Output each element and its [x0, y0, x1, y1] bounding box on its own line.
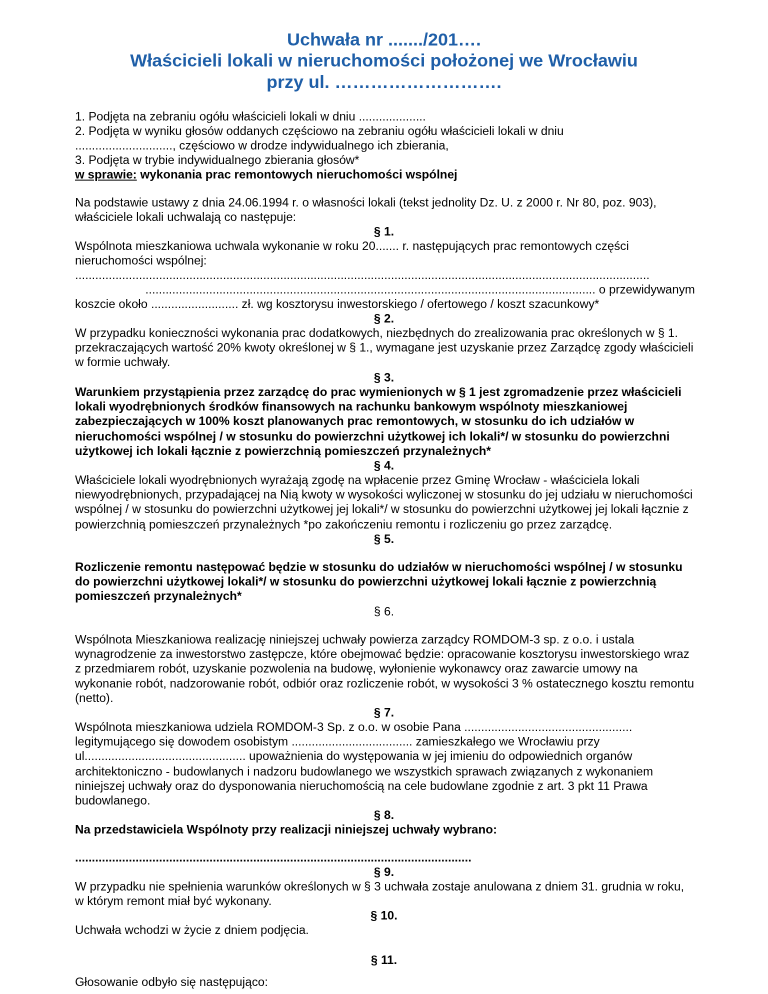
section-1-text: Wspólnota mieszkaniowa uchwala wykonanie w roku 20....... r. następujących prac remontowych części nieruchomości wspólnej:: [75, 239, 633, 268]
section-7-text: Wspólnota mieszkaniowa udziela ROMDOM-3 Sp. z o.o. w osobie Pana .................................................. legitymującego się dowodem osobistym .................................... zamieszkałego we Wrocławiu przy ul................................................ upoważnienia do występowania w jej imieniu do odpowiednich organów architektoniczno - budowlanych i nadzoru budowlanego we wszystkich sprawach związanych z wykonaniem niniejszej uchwały oraz do dysponowania nieruchomością na cele budowlane zgodnie z art. 3 pkt 11 Prawa budowlanego.: [75, 720, 657, 808]
section-7-heading: § 7.: [373, 706, 395, 720]
title-line-3: przy ul. ……………………….: [266, 72, 502, 92]
legal-basis: Na podstawie ustawy z dnia 24.06.1994 r. o własności lokali (tekst jednolity Dz. U. z 2000 r. Nr 80, poz. 903), właściciele lokali uchwalają co następuje:: [75, 196, 660, 225]
section-1-heading: § 1.: [373, 225, 395, 239]
section-8-heading: § 8.: [373, 808, 395, 822]
intro-point-3: 3. Podjęta w trybie indywidualnego zbierania głosów*: [75, 153, 360, 168]
section-6-text: Wspólnota Mieszkaniowa realizację niniejszej uchwały powierza zarządcy ROMDOM-3 sp. z o.o. i ustala wynagrodzenie za inwestorstwo zastępcze, które obejmować będzie: opracowanie kosztorysu inwestorskiego wraz z przedmiarem robót, uzyskanie pozwolenia na budowę, wyłonienie wykonawcy oraz zawarcie umowy na wykonanie robót, nadzorowanie robót, odbiór oraz rozliczenie robót, w wysokości 3 % ostatecznego kosztu remontu (netto).: [75, 632, 698, 705]
section-4-heading: § 4.: [373, 458, 395, 473]
subject-label: w sprawie:: [75, 168, 137, 182]
title-line-1: Uchwała nr ......./201….: [286, 29, 482, 50]
section-1-dots-1: ...........................................................................................................................................................................: [75, 268, 650, 283]
section-5-text: Rozliczenie remontu następować będzie w stosunku do udziałów w nieruchomości wspólnej / w stosunku do powierzchni użytkowej lokali*/ w stosunku do powierzchni użytkowej lokali łącznie z powierzchnią pomieszczeń przynależnych*: [75, 560, 686, 604]
intro-point-2: 2. Podjęta w wyniku głosów oddanych częściowo na zebraniu ogółu właścicieli lokali w dniu: [75, 124, 564, 139]
section-4-text: Właściciele lokali wyodrębnionych wyrażają zgodę na wpłacenie przez Gminę Wrocław - właściciela lokali niewyodrębnionych, przypadającej na Nią kwoty w wysokości wyliczonej w stosunku do jej udziału w nieruchomości wspólnej / w stosunku do powierzchni użytkowej jej lokali*/ w stosunku do powierzchni użytkowej jej lokali łącznie z powierzchnią pomieszczeń przynależnych *po zakończeniu remontu i rozliczeniu go przez zarządcę.: [75, 473, 697, 531]
intro-point-2-cont: ............................., częściowo w drodze indywidualnego ich zbierania,: [75, 139, 449, 153]
section-10-heading: § 10.: [370, 908, 398, 923]
intro-point-1: 1. Podjęta na zebraniu ogółu właścicieli lokali w dniu ....................: [75, 110, 426, 124]
section-9-heading: § 9.: [373, 865, 395, 879]
section-3-heading: § 3.: [373, 370, 395, 385]
title-line-2: Właścicieli lokali w nieruchomości położonej we Wrocławiu: [130, 51, 638, 71]
section-1-cost: koszcie około .......................... zł. wg kosztorysu inwestorskiego / ofertowego / koszt szacunkowy*: [75, 297, 600, 312]
section-2-text: W przypadku konieczności wykonania prac dodatkowych, niezbędnych do zrealizowania prac określonych w § 1. przekraczających wartość 20% kwoty określonej w § 1., wymagane jest uzyskanie przez Zarządcę zgody właścicieli w formie uchwały.: [75, 326, 697, 370]
section-2-heading: § 2.: [373, 311, 395, 326]
section-8-dots: ......................................................................................................................: [75, 850, 472, 865]
subject-line: [75, 168, 695, 183]
section-1-dots-2: ...................................................................................................................................... o przewidywanym: [145, 283, 695, 297]
section-5-heading: § 5.: [373, 532, 395, 546]
section-3-text: Warunkiem przystąpienia przez zarządcę do prac wymienionych w § 1 jest zgromadzenie przez właścicieli lokali wyodrębnionych środków finansowych na rachunku bankowym wspólnoty mieszkaniowej zabezpieczających w 100% koszt planowanych prac remontowych, w stosunku do ich udziałów w nieruchomości wspólnej / w stosunku do powierzchni użytkowej ich lokali*/ w stosunku do powierzchni użytkowej ich lokali łącznie z powierzchnią pomieszczeń przynależnych*: [75, 385, 685, 458]
section-11-heading: § 11.: [370, 953, 398, 967]
section-8-text: Na przedstawiciela Wspólnoty przy realizacji niniejszej uchwały wybrano:: [75, 822, 498, 837]
section-11-text: Głosowanie odbyło się następująco:: [75, 975, 268, 990]
section-10-text: Uchwała wchodzi w życie z dniem podjęcia.: [75, 923, 309, 937]
subject-text: wykonania prac remontowych nieruchomości wspólnej: [136, 168, 458, 182]
section-9-text: W przypadku nie spełnienia warunków określonych w § 3 uchwała zostaje anulowana z dniem 31. grudnia w roku, w którym remont miał być wykonany.: [75, 879, 688, 909]
section-6-heading: § 6.: [373, 604, 395, 619]
